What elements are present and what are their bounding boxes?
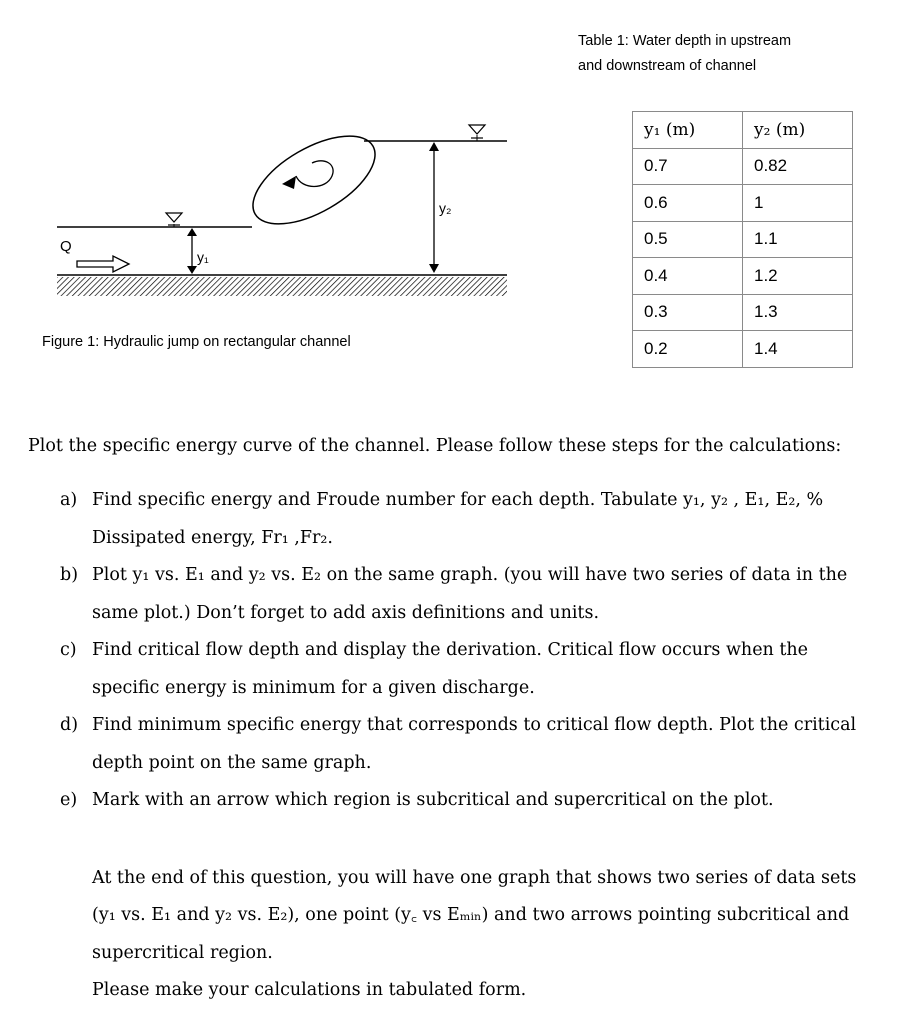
figure-caption: Figure 1: Hydraulic jump on rectangular channel bbox=[42, 334, 351, 350]
header-y1: y₁ (m) bbox=[633, 112, 743, 149]
label-q: Q bbox=[60, 238, 72, 255]
step-text: Find minimum specific energy that corresponds to critical flow depth. Plot the critical depth point on the same graph. bbox=[92, 715, 857, 773]
table-caption-line-2: and downstream of channel bbox=[578, 58, 757, 74]
y1-dimension-arrow bbox=[187, 228, 197, 274]
step-label: b) bbox=[60, 565, 79, 585]
table-row bbox=[633, 148, 853, 185]
channel-bed bbox=[57, 275, 507, 296]
table-header-row bbox=[633, 112, 853, 149]
cell-y2: 1.4 bbox=[743, 331, 853, 368]
closing-paragraph: At the end of this question, you will have one graph that shows two series of data sets (y₁ vs. E₁ and y₂ vs. E₂), one point (y꜀ vs Eₘᵢₙ) and two arrows pointing subcritical and supercritical region. bbox=[92, 867, 857, 963]
water-surface-marker-upstream bbox=[166, 213, 182, 227]
list-item bbox=[28, 482, 878, 557]
step-text: Find critical flow depth and display the derivation. Critical flow occurs when the specific energy is minimum for a given discharge. bbox=[92, 640, 809, 698]
table-row bbox=[633, 294, 853, 331]
cell-y1: 0.6 bbox=[633, 185, 743, 222]
cell-y2: 1.2 bbox=[743, 258, 853, 295]
cell-y1: 0.4 bbox=[633, 258, 743, 295]
cell-y1: 0.2 bbox=[633, 331, 743, 368]
cell-y2: 1.3 bbox=[743, 294, 853, 331]
step-text: Plot y₁ vs. E₁ and y₂ vs. E₂ on the same graph. (you will have two series of data in the same plot.) Don’t forget to add axis definitions and units. bbox=[92, 565, 848, 623]
table-row bbox=[633, 185, 853, 222]
step-label: e) bbox=[60, 790, 78, 810]
cell-y1: 0.5 bbox=[633, 221, 743, 258]
question-body bbox=[28, 432, 878, 1010]
water-surface-marker-downstream bbox=[469, 125, 485, 141]
list-item bbox=[28, 632, 878, 707]
cell-y2: 1 bbox=[743, 185, 853, 222]
table-row bbox=[633, 221, 853, 258]
label-y1: y₁ bbox=[197, 249, 209, 265]
step-text: Find specific energy and Froude number for each depth. Tabulate y₁, y₂ , E₁, E₂, % Dissipated energy, Fr₁ ,Fr₂. bbox=[92, 490, 824, 548]
step-label: d) bbox=[60, 715, 79, 735]
steps-list bbox=[28, 482, 878, 820]
list-item bbox=[28, 707, 878, 782]
table-row bbox=[633, 331, 853, 368]
step-text: Mark with an arrow which region is subcritical and supercritical on the plot. bbox=[92, 790, 774, 810]
step-label: a) bbox=[60, 490, 78, 510]
cell-y2: 0.82 bbox=[743, 148, 853, 185]
cell-y1: 0.7 bbox=[633, 148, 743, 185]
list-item bbox=[28, 782, 878, 820]
table-row bbox=[633, 258, 853, 295]
table-caption bbox=[578, 29, 878, 79]
step-label: c) bbox=[60, 640, 77, 660]
flow-arrow bbox=[77, 256, 129, 272]
label-y2: y₂ bbox=[439, 200, 452, 216]
roller-eddy bbox=[239, 118, 389, 241]
closing-instruction: Please make your calculations in tabulated form. bbox=[92, 980, 527, 1000]
water-depth-table bbox=[632, 111, 853, 368]
table-caption-line-1: Table 1: Water depth in upstream bbox=[578, 33, 792, 49]
cell-y1: 0.3 bbox=[633, 294, 743, 331]
header-y2: y₂ (m) bbox=[743, 112, 853, 149]
list-item bbox=[28, 557, 878, 632]
y2-dimension-arrow bbox=[429, 142, 439, 273]
question-intro: Plot the specific energy curve of the channel. Please follow these steps for the calculations: bbox=[28, 436, 842, 456]
cell-y2: 1.1 bbox=[743, 221, 853, 258]
